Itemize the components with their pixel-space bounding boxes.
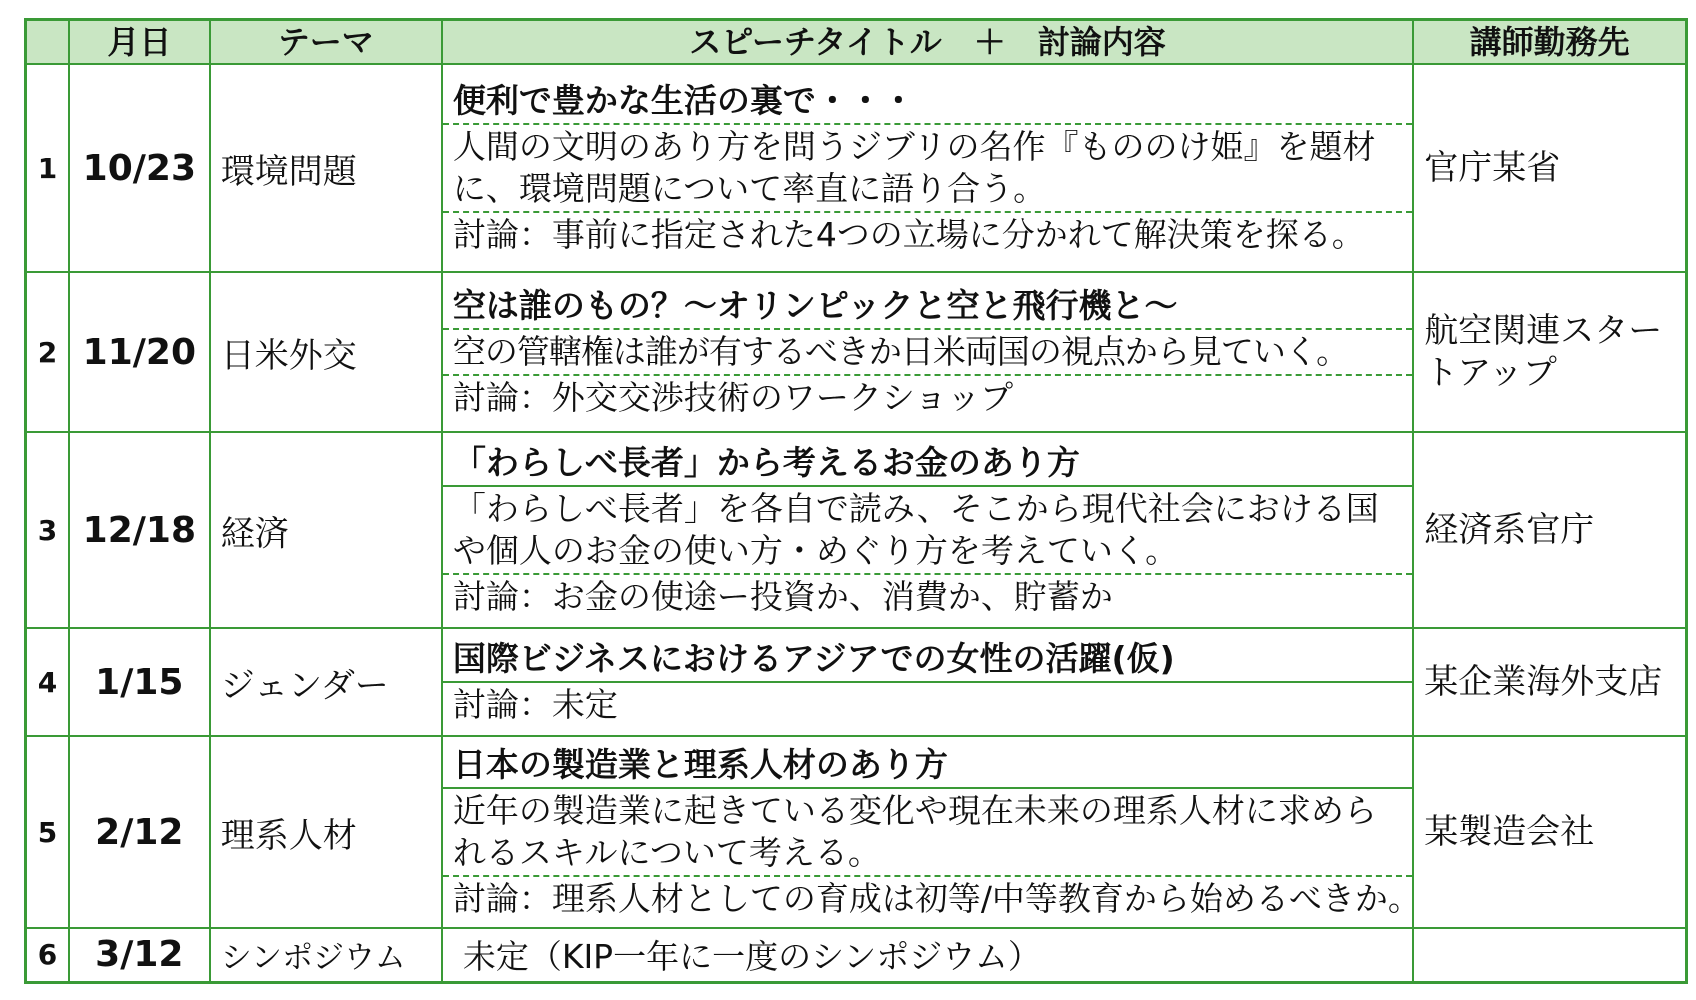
- row-number: 1: [26, 64, 69, 272]
- row-theme: シンポジウム: [210, 928, 442, 982]
- header-instructor: 講師勤務先: [1413, 20, 1686, 65]
- speech-title: 「わらしべ長者」から考えるお金のあり方: [452, 443, 1080, 482]
- table-row: [26, 272, 1687, 432]
- table-row: [26, 64, 1687, 272]
- row-number: 3: [26, 432, 69, 628]
- row-content: [442, 628, 1413, 736]
- discussion-text: 討論：理系人材としての育成は初等/中等教育から始めるべきか。: [443, 875, 1412, 921]
- row-theme: 環境問題: [210, 64, 442, 272]
- schedule-table: [24, 18, 1688, 984]
- row-instructor: 経済系官庁: [1413, 432, 1686, 628]
- row-number: 6: [26, 928, 69, 982]
- speech-description: 「わらしべ長者」を各自で読み、そこから現代社会における国や個人のお金の使い方・めぐり方を考えていく。: [443, 485, 1412, 573]
- row-content: 未定（KIP一年に一度のシンポジウム）: [442, 928, 1413, 982]
- header-theme: テーマ: [210, 20, 442, 65]
- table-row: [26, 928, 1687, 982]
- header-speech: スピーチタイトル ＋ 討論内容: [442, 20, 1413, 65]
- row-number: 2: [26, 272, 69, 432]
- discussion-text: 討論：未定: [443, 681, 1412, 727]
- row-date: 3/12: [69, 928, 210, 982]
- row-content: [442, 736, 1421, 928]
- discussion-text: 討論：外交交渉技術のワークショップ: [443, 374, 1412, 420]
- row-date: 11/20: [69, 272, 210, 432]
- header-number: [26, 20, 69, 65]
- row-date: 12/18: [69, 432, 210, 628]
- table-row: [26, 432, 1687, 628]
- row-theme: 日米外交: [210, 272, 442, 432]
- row-theme: 理系人材: [210, 736, 442, 928]
- row-theme: ジェンダー: [210, 628, 442, 736]
- speech-title: 便利で豊かな生活の裏で・・・: [452, 81, 915, 120]
- row-instructor: 某製造会社: [1413, 736, 1686, 928]
- row-instructor: 官庁某省: [1413, 64, 1686, 272]
- speech-description: 近年の製造業に起きている変化や現在未来の理系人材に求められるスキルについて考える。: [443, 787, 1412, 875]
- row-instructor: 航空関連スタートアップ: [1413, 272, 1686, 432]
- row-number: 4: [26, 628, 69, 736]
- row-number: 5: [26, 736, 69, 928]
- row-date: 2/12: [69, 736, 210, 928]
- table-row: [26, 628, 1687, 736]
- row-instructor: [1413, 928, 1686, 982]
- speech-title: 空は誰のもの？～オリンピックと空と飛行機と～: [452, 286, 1178, 325]
- row-content: [442, 272, 1413, 432]
- discussion-text: 討論：事前に指定された4つの立場に分かれて解決策を探る。: [443, 211, 1412, 257]
- discussion-text: 討論：お金の使途ー投資か、消費か、貯蓄か: [443, 573, 1412, 619]
- speech-title: 国際ビジネスにおけるアジアでの女性の活躍(仮): [452, 639, 1175, 678]
- row-instructor: 某企業海外支店: [1413, 628, 1686, 736]
- speech-title: 日本の製造業と理系人材のあり方: [452, 745, 948, 784]
- speech-description: 空の管轄権は誰が有するべきか日米両国の視点から見ていく。: [443, 328, 1412, 374]
- row-theme: 経済: [210, 432, 442, 628]
- row-date: 1/15: [69, 628, 210, 736]
- row-content: [442, 432, 1413, 628]
- header-date: 月日: [69, 20, 210, 65]
- header-row: [26, 20, 1687, 65]
- row-date: 10/23: [69, 64, 210, 272]
- table-row: [26, 736, 1687, 928]
- speech-description: 人間の文明のあり方を問うジブリの名作『もののけ姫』を題材に、環境問題について率直に語り合う。: [443, 123, 1412, 211]
- row-content: [442, 64, 1413, 272]
